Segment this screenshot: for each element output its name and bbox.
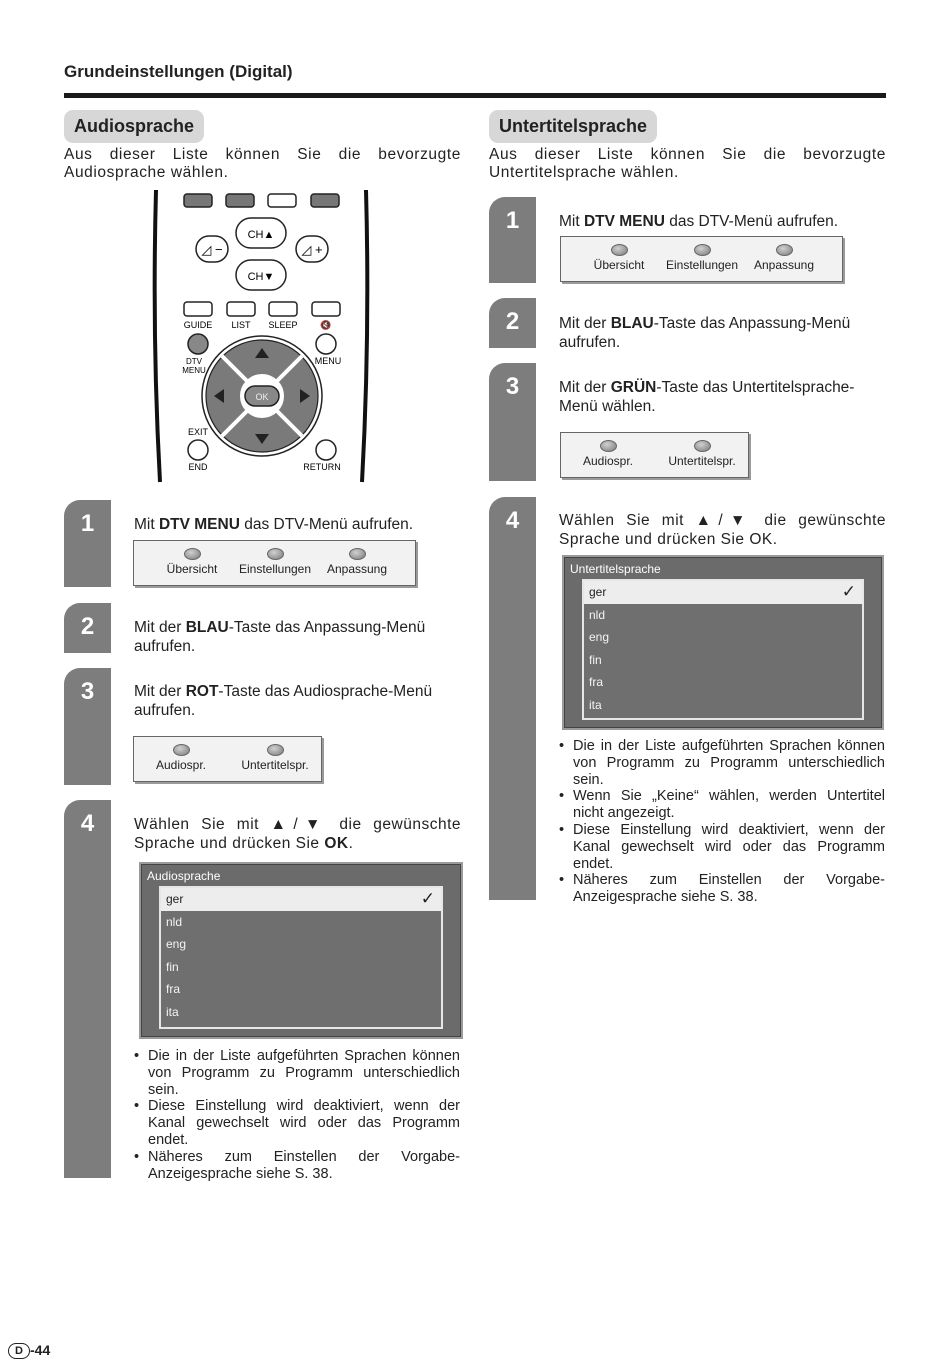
step1-text-left: Mit DTV MENU das DTV-Menü aufrufen. [134,516,414,533]
audiosprache-list-panel [139,862,463,1039]
list-item-ita[interactable]: ita [589,697,602,712]
exit-button[interactable] [188,440,208,460]
ch-up-label: CH▲ [247,229,275,241]
note-item: • Diese Einstellung wird deaktiviert, wenn der Kanal gewechselt wird oder das Programm endet. [559,822,885,872]
list-item-fra[interactable]: fra [589,675,604,689]
menu-item-einstellungen[interactable]: Einstellungen [656,237,748,272]
return-label: RETURN [303,462,341,472]
red-button[interactable] [184,194,212,207]
step2-text-right: Mit der BLAU-Taste das Anpassung-Menü aufrufen. [559,315,851,351]
list-title: Untertitelsprache [570,562,661,576]
ok-label: OK [255,392,269,402]
list-item-fin[interactable]: fin [166,959,179,974]
intro-text-right [489,146,886,182]
ch-down-label: CH▼ [247,271,275,283]
sleep-label: SLEEP [268,320,298,330]
note-item: • Wenn Sie „Keine“ wählen, werden Untertitel nicht angezeigt. [559,788,885,822]
check-icon: ✓ [420,889,435,908]
return-button[interactable] [316,440,336,460]
blue-button[interactable] [311,194,339,207]
step2-text-left: Mit der BLAU-Taste das Anpassung-Menü aufrufen. [134,619,426,655]
dtv-menu-bar-left [133,540,416,586]
page-number [8,1342,50,1359]
list-item-ger[interactable]: ger ✓ [584,581,862,604]
note-item: • Näheres zum Einstellen der Vorgabe-Anzeigesprache siehe S. 38. [134,1149,460,1183]
step4-text-right: Wählen Sie mit ▲/▼ die gewünschte Sprache und drücken Sie OK. [559,512,886,548]
menu-item-uebersicht[interactable]: Übersicht [573,237,665,272]
sleep-button[interactable] [269,302,297,316]
title-rule [64,93,886,98]
list-item-nld[interactable]: nld [589,607,606,622]
intro-line-2: Audiosprache wählen. [64,164,229,181]
intro-line-1: Aus dieser Liste können Sie die bevorzugte [489,146,886,163]
notes-right [559,738,885,906]
note-item: • Näheres zum Einstellen der Vorgabe-Anzeigesprache siehe S. 38. [559,872,885,906]
anpassung-menu-bar-right [560,432,749,478]
list-item-fra[interactable]: fra [166,982,181,996]
note-item: • Diese Einstellung wird deaktiviert, wenn der Kanal gewechselt wird oder das Programm endet. [134,1098,460,1148]
exit-label: EXIT [187,427,209,437]
step-tab-2: 2 [489,298,536,348]
list-item-ger[interactable]: ger ✓ [161,888,441,911]
intro-text-left [64,146,461,182]
guide-label: GUIDE [183,320,213,330]
guide-button[interactable] [184,302,212,316]
step4-text-left: Wählen Sie mit ▲/▼ die gewünschte Sprache und drücken Sie OK. [134,816,461,852]
step-tab-4: 4 [64,800,111,1178]
list-label: LIST [231,320,251,330]
end-label: END [188,462,208,472]
language-list [159,886,443,1029]
note-item: • Die in der Liste aufgeführten Sprachen können von Programm zu Programm unterschiedlich sein. [559,738,885,788]
step-tab-3: 3 [489,363,536,481]
menu-item-anpassung[interactable]: Anpassung [311,541,403,576]
menu-item-anpassung[interactable]: Anpassung [738,237,830,272]
step-tab-3: 3 [64,668,111,785]
vol-minus-label: ◿ − [201,242,223,257]
list-item-ita[interactable]: ita [166,1004,179,1019]
dtv-label: DTV [186,357,202,366]
page-title: Grundeinstellungen (Digital) [64,62,293,81]
yellow-button[interactable] [268,194,296,207]
page-number-text: -44 [30,1342,51,1358]
green-button[interactable] [226,194,254,207]
menu-button[interactable] [316,334,336,354]
region-badge: D [8,1343,30,1359]
section-heading-audiosprache: Audiosprache [64,110,204,143]
section-heading-untertitelsprache: Untertitelsprache [489,110,657,143]
dtv-menu-label: MENU [182,366,206,375]
step-tab-1: 1 [489,197,536,283]
step3-text-left: Mit der ROT-Taste das Audiosprache-Menü aufrufen. [134,683,433,719]
untertitelsprache-list-panel [562,555,884,730]
step-tab-1: 1 [64,500,111,587]
list-button[interactable] [227,302,255,316]
menu-label: MENU [314,356,342,366]
anpassung-menu-bar-left [133,736,322,782]
menu-item-audiospr[interactable]: Audiospr. [135,737,227,772]
list-item-eng[interactable]: eng [166,937,187,951]
intro-line-1: Aus dieser Liste können Sie die bevorzugte [64,146,461,163]
notes-left [134,1048,460,1182]
language-list [582,579,864,720]
step3-text-right: Mit der GRÜN-Taste das Untertitelsprache-Menü wählen. [559,379,855,415]
remote-control-illustration [150,188,372,486]
menu-item-einstellungen[interactable]: Einstellungen [229,541,321,576]
mute-icon: 🔇 [320,320,332,330]
menu-item-untertitelspr[interactable]: Untertitelspr. [656,433,748,468]
mute-button[interactable] [312,302,340,316]
vol-plus-label: ◿ + [301,242,323,257]
dtv-menu-bar-right [560,236,843,282]
dtv-menu-button[interactable] [188,334,208,354]
menu-item-untertitelspr[interactable]: Untertitelspr. [229,737,321,772]
note-item: • Die in der Liste aufgeführten Sprachen können von Programm zu Programm unterschiedlich sein. [134,1048,460,1098]
menu-item-uebersicht[interactable]: Übersicht [146,541,238,576]
check-icon: ✓ [841,582,856,601]
list-item-fin[interactable]: fin [589,652,602,667]
step-tab-4: 4 [489,497,536,900]
menu-item-audiospr[interactable]: Audiospr. [562,433,654,468]
step-tab-2: 2 [64,603,111,653]
step1-text-right: Mit DTV MENU das DTV-Menü aufrufen. [559,213,839,230]
list-title: Audiosprache [147,869,221,883]
intro-line-2: Untertitelsprache wählen. [489,164,679,181]
list-item-nld[interactable]: nld [166,914,183,929]
list-item-eng[interactable]: eng [589,630,610,644]
